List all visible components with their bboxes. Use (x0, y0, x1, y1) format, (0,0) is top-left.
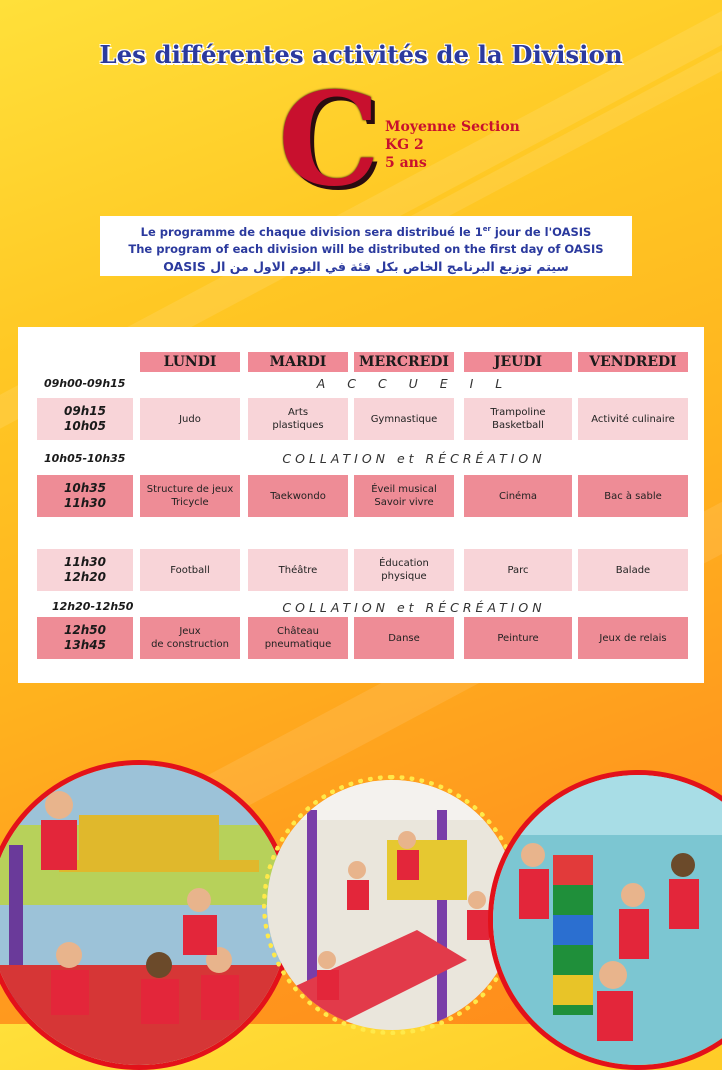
time-slot-1: 09h15 10h05 (37, 398, 133, 440)
page-title: Les différentes activités de la Division (99, 40, 623, 69)
break-2-banner: COLLATION et RÉCRÉATION (282, 600, 546, 615)
break-1-banner: COLLATION et RÉCRÉATION (282, 451, 546, 466)
day-header-vendredi: VENDREDI (578, 352, 688, 372)
day-header-mercredi: MERCREDI (354, 352, 454, 372)
activity-cell: Bac à sable (578, 475, 688, 517)
break-2-time: 12h20-12h50 (52, 600, 134, 613)
activity-cell: Arts plastiques (248, 398, 348, 440)
activity-cell: Éducation physique (354, 549, 454, 591)
activity-cell: Jeux de construction (140, 617, 240, 659)
playground-photo-middle (262, 775, 522, 1035)
activity-cell: Judo (140, 398, 240, 440)
activity-cell: Gymnastique (354, 398, 454, 440)
activity-cell: Éveil musical Savoir vivre (354, 475, 454, 517)
activity-cell: Trampoline Basketball (464, 398, 572, 440)
activity-cell: Parc (464, 549, 572, 591)
notice-french: Le programme de chaque division sera distribué le 1er jour de l'OASIS (140, 224, 592, 239)
accueil-time: 09h00-09h15 (44, 377, 126, 390)
activity-cell: Football (140, 549, 240, 591)
time-slot-4: 12h50 13h45 (37, 617, 133, 659)
activity-cell: Structure de jeux Tricycle (140, 475, 240, 517)
section-name: Moyenne Section (385, 119, 520, 135)
time-slot-2: 10h35 11h30 (37, 475, 133, 517)
day-header-jeudi: JEUDI (464, 352, 572, 372)
activity-cell: Jeux de relais (578, 617, 688, 659)
notice-arabic: سيتم توزيع البرنامج الخاص بكل فئة في اليوم الاول من ال OASIS (163, 258, 569, 274)
section-level: KG 2 (385, 137, 424, 153)
section-age: 5 ans (385, 155, 427, 171)
activity-cell: Château pneumatique (248, 617, 348, 659)
playground-photo-right (488, 770, 722, 1070)
time-slot-3: 11h30 12h20 (37, 549, 133, 591)
day-header-mardi: MARDI (248, 352, 348, 372)
accueil-banner: A C C U E I L (316, 376, 512, 391)
activity-cell: Taekwondo (248, 475, 348, 517)
break-1-time: 10h05-10h35 (44, 452, 126, 465)
day-header-lundi: LUNDI (140, 352, 240, 372)
activity-cell: Activité culinaire (578, 398, 688, 440)
activity-cell: Peinture (464, 617, 572, 659)
activity-cell: Cinéma (464, 475, 572, 517)
activity-cell: Danse (354, 617, 454, 659)
activity-cell: Balade (578, 549, 688, 591)
division-section-info (385, 118, 520, 172)
division-letter: C (278, 65, 380, 215)
activity-cell: Théâtre (248, 549, 348, 591)
notice-english: The program of each division will be distributed on the first day of OASIS (128, 241, 604, 256)
distribution-notice (100, 216, 632, 276)
